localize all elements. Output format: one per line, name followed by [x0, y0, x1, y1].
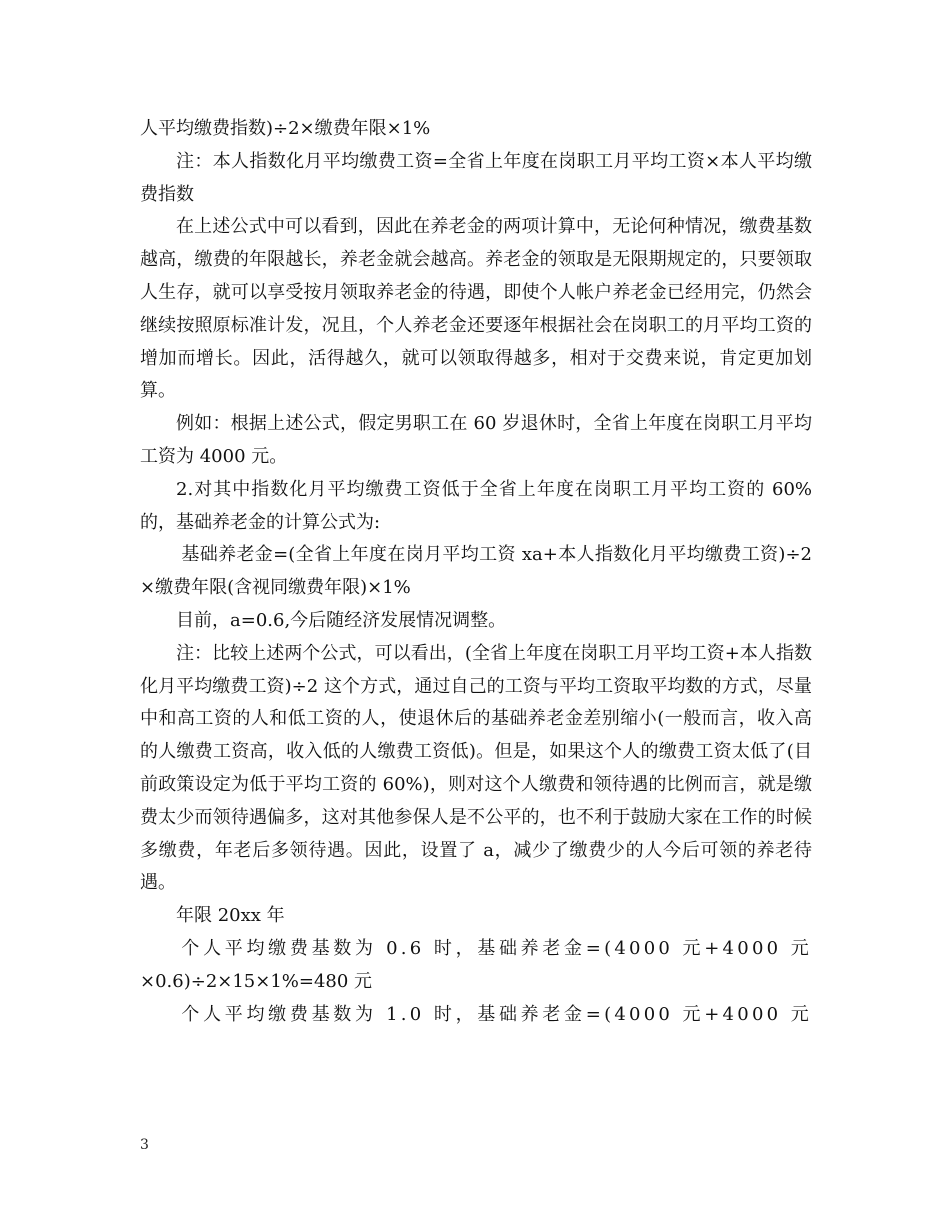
paragraph-explanation: 在上述公式中可以看到，因此在养老金的两项计算中，无论何种情况，缴费基数越高，缴费的年限越长，养老金就会越高。养老金的领取是无限期规定的，只要领取人生存，就可以享受按月领取养老金的待遇，即使个人帐户养老金已经用完，仍然会继续按照原标准计发，况且，个人养老金还要逐年根据社会在岗职工的月平均工资的增加而增长。因此，活得越久，就可以领取得越多，相对于交费来说，肯定更加划算。	[140, 216, 812, 402]
paragraph-current-a-value: 目前，a=0.6,今后随经济发展情况调整。	[176, 609, 507, 631]
paragraph-note-indexed-wage: 注：本人指数化月平均缴费工资=全省上年度在岗职工月平均工资×本人平均缴费指数	[140, 150, 812, 205]
paragraph-example-0-6-result: ×0.6)÷2×15×1%=480 元	[140, 970, 373, 992]
document-body	[140, 113, 812, 1031]
paragraph-years-heading: 年限 20xx 年	[176, 905, 285, 927]
paragraph-item-2: 2.对其中指数化月平均缴费工资低于全省上年度在岗职工月平均工资的 60%的，基础养老金的计算公式为:	[140, 478, 812, 533]
paragraph-example-1-0: 个人平均缴费基数为 1.0 时，基础养老金=(4000 元+4000 元	[181, 1003, 812, 1025]
paragraph-note-comparison: 注：比较上述两个公式，可以看出，(全省上年度在岗职工月平均工资+本人指数化月平均缴费工资)÷2 这个方式，通过自己的工资与平均工资取平均数的方式，尽量中和高工资的人和低工资的人，使退休后的基础养老金差别缩小(一般而言，收入高的人缴费工资高，收入低的人缴费工资低)。但是，如果这个人的缴费工资太低了(目前政策设定为低于平均工资的 60%)，则对这个人缴费和领待遇的比例而言，就是缴费太少而领待遇偏多，这对其他参保人是不公平的，也不利于鼓励大家在工作的时候多缴费，年老后多领待遇。因此，设置了 a，减少了缴费少的人今后可领的养老待遇。	[140, 642, 812, 894]
paragraph-formula-continuation: 人平均缴费指数)÷2×缴费年限×1%	[140, 118, 431, 139]
page-number: 3	[140, 1137, 149, 1153]
paragraph-example: 例如：根据上述公式，假定男职工在 60 岁退休时，全省上年度在岗职工月平均工资为 4000 元。	[140, 413, 812, 467]
paragraph-example-0-6: 个人平均缴费基数为 0.6 时，基础养老金=(4000 元+4000 元	[181, 937, 812, 959]
paragraph-basic-pension-formula: 基础养老金=(全省上年度在岗月平均工资 xa+本人指数化月平均缴费工资)÷2×缴费年限(含视同缴费年限)×1%	[140, 544, 812, 599]
